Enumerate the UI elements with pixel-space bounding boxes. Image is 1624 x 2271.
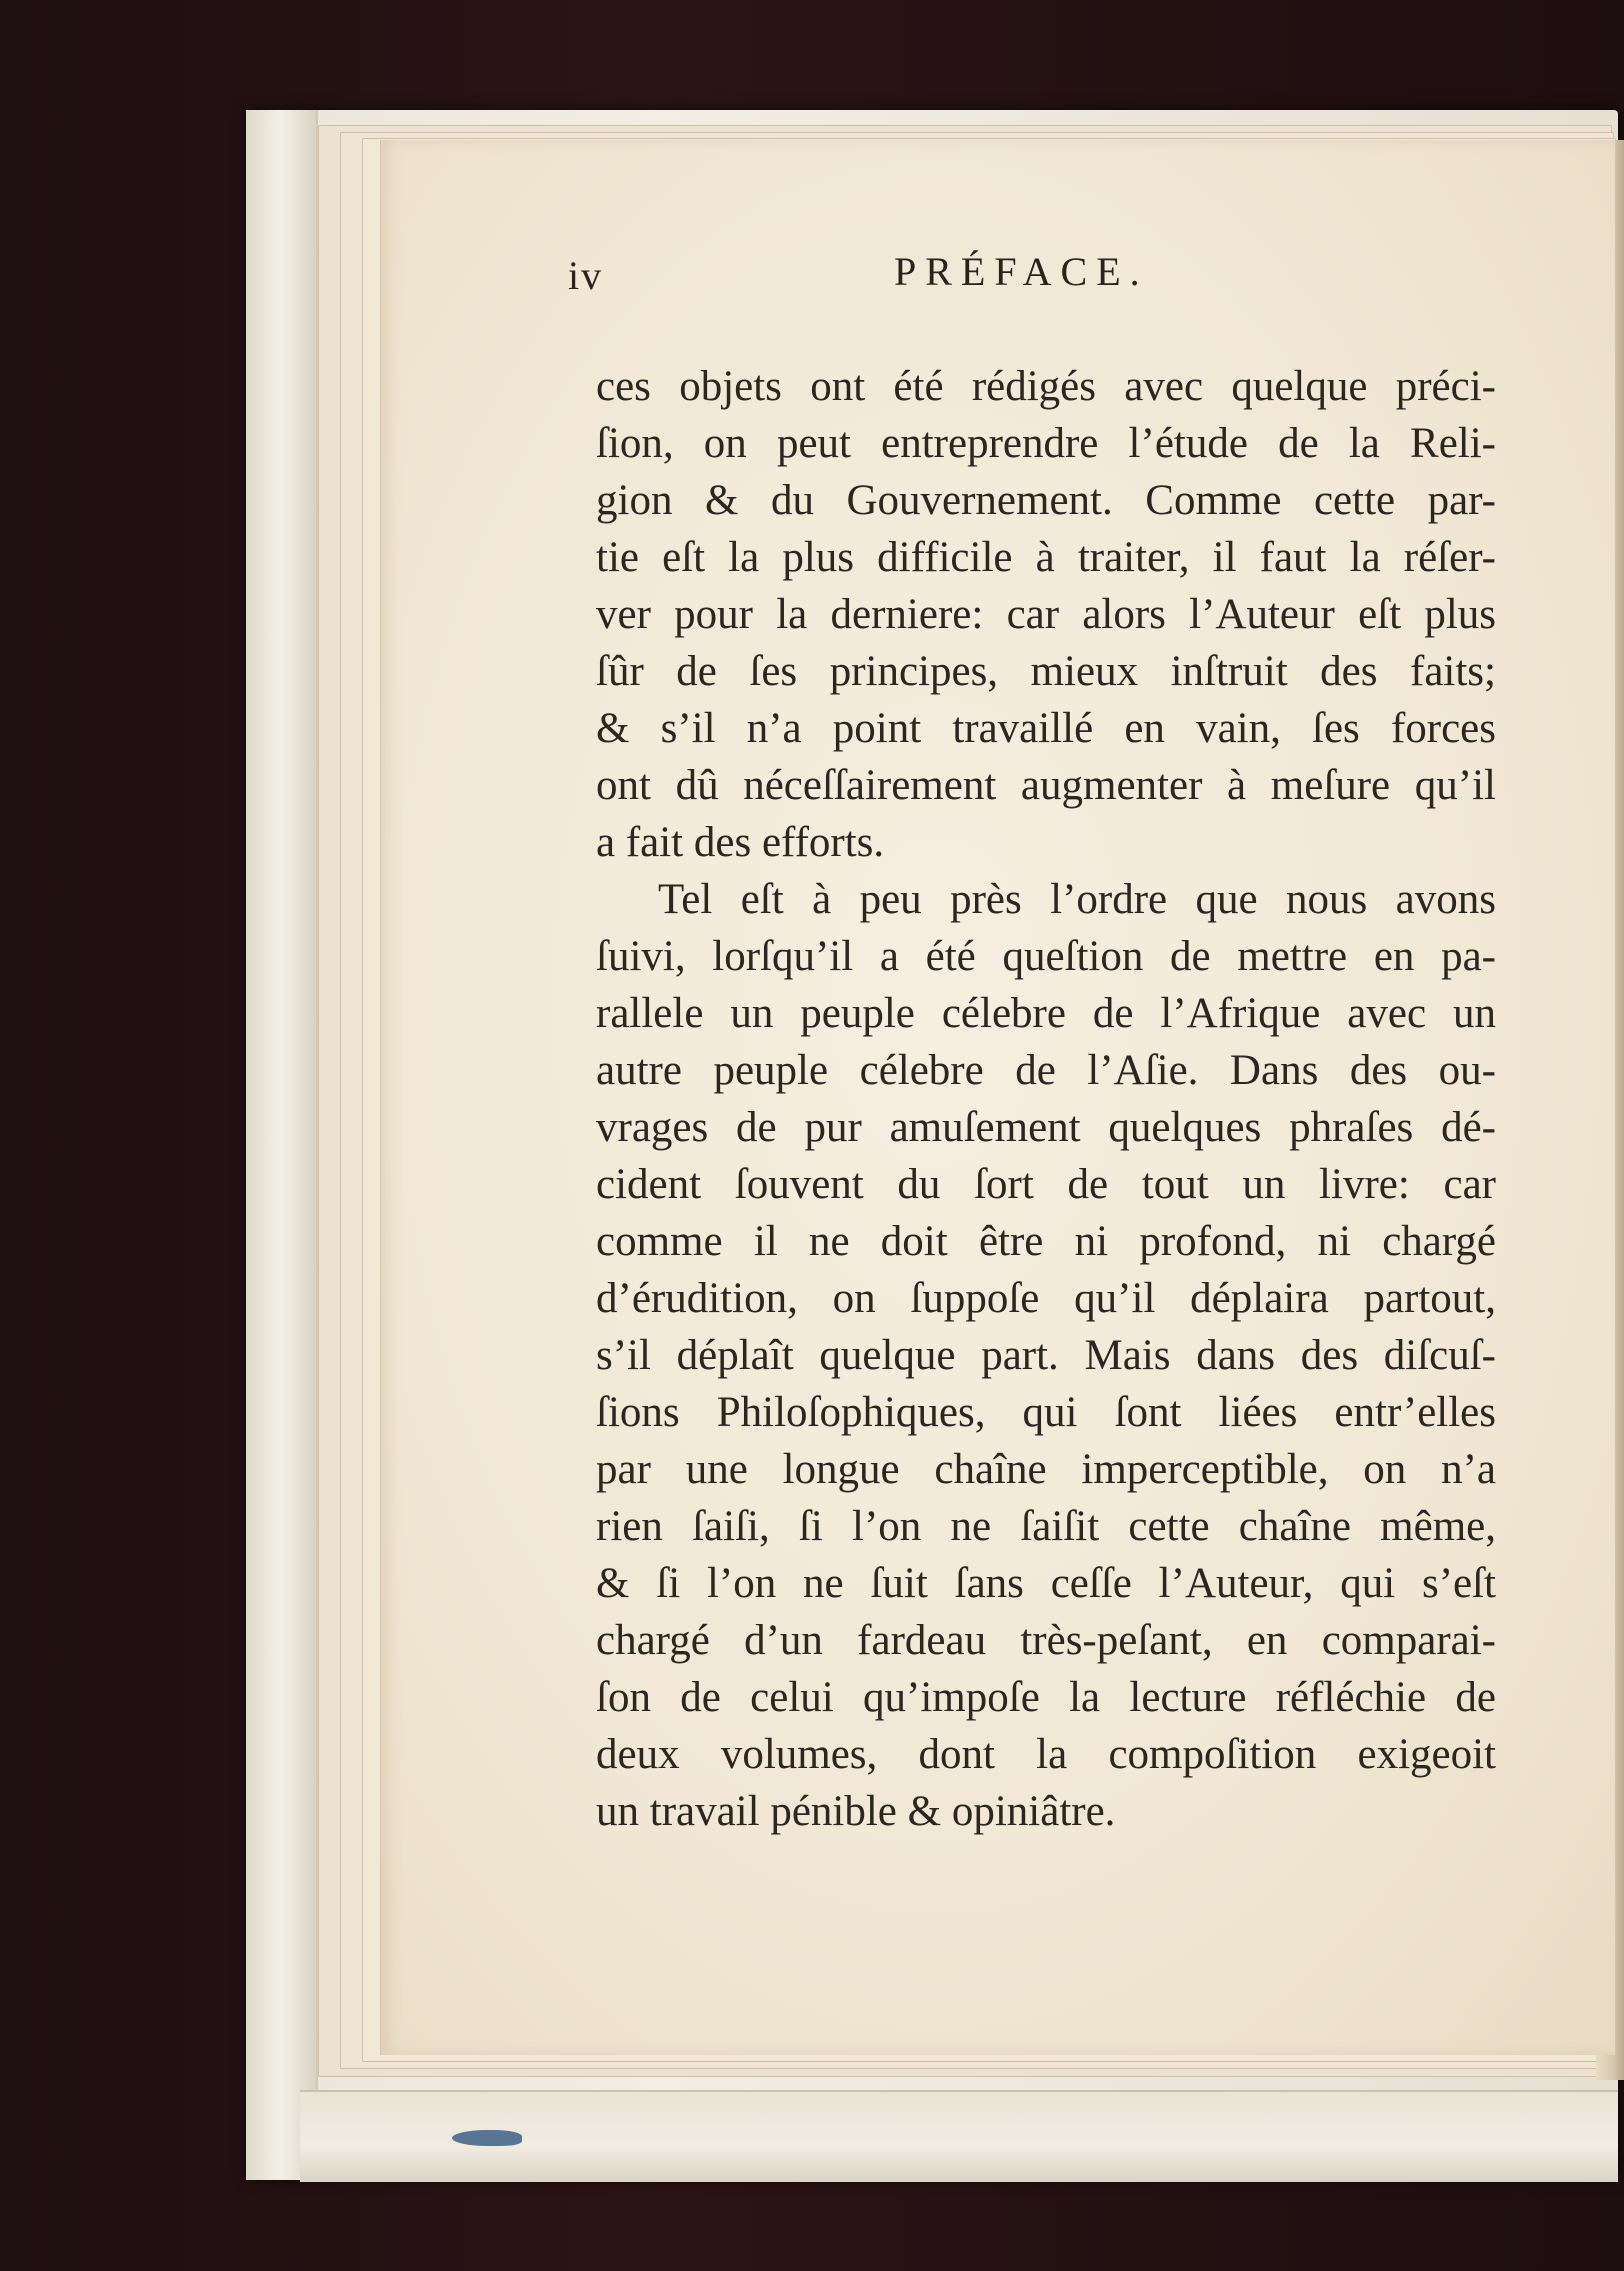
text-line: Tel eſt à peu près l’ordre que nous avons bbox=[658, 876, 1496, 923]
running-head: PRÉFACE. bbox=[894, 249, 1149, 294]
text-line: comme il ne doit être ni profond, ni chargé bbox=[596, 1218, 1496, 1265]
text-line: & ſi l’on ne ſuit ſans ceſſe l’Auteur, qui s’eſt bbox=[596, 1560, 1496, 1607]
text-line: a fait des efforts. bbox=[596, 819, 885, 866]
text-line: d’érudition, on ſuppoſe qu’il déplaira partout, bbox=[596, 1275, 1496, 1322]
text-line: vrages de pur amuſement quelques phraſes dé- bbox=[596, 1104, 1496, 1151]
text-line: ſions Philoſophiques, qui ſont liées entr’elles bbox=[596, 1389, 1496, 1436]
text-line: un travail pénible & opiniâtre. bbox=[596, 1788, 1116, 1835]
text-line: ver pour la derniere: car alors l’Auteur eſt plus bbox=[596, 591, 1496, 638]
text-line: ont dû néceſſairement augmenter à meſure qu’il bbox=[596, 762, 1496, 809]
ink-stain bbox=[452, 2130, 522, 2146]
text-line: ſon de celui qu’impoſe la lecture réfléchie de bbox=[596, 1674, 1496, 1721]
text-line: cident ſouvent du ſort de tout un livre: car bbox=[596, 1161, 1496, 1208]
text-line: chargé d’un fardeau très-peſant, en comparai- bbox=[596, 1617, 1496, 1664]
text-line: ces objets ont été rédigés avec quelque préci- bbox=[596, 363, 1496, 410]
page-number: iv bbox=[568, 253, 604, 298]
text-line: s’il déplaît quelque part. Mais dans des diſcuſ- bbox=[596, 1332, 1496, 1379]
text-line: autre peuple célebre de l’Aſie. Dans des ou- bbox=[596, 1047, 1496, 1094]
text-line: tie eſt la plus difficile à traiter, il faut la réſer- bbox=[596, 534, 1496, 581]
body-text bbox=[596, 358, 1496, 1840]
text-line: deux volumes, dont la compoſition exigeoit bbox=[596, 1731, 1496, 1778]
text-line: gion & du Gouvernement. Comme cette par- bbox=[596, 477, 1496, 524]
text-line: par une longue chaîne imperceptible, on n’a bbox=[596, 1446, 1496, 1493]
text-line: rien ſaiſi, ſi l’on ne ſaiſit cette chaîne même, bbox=[596, 1503, 1496, 1550]
text-line: ſuivi, lorſqu’il a été queſtion de mettre en pa- bbox=[596, 933, 1496, 980]
text-line: rallele un peuple célebre de l’Afrique avec un bbox=[596, 990, 1496, 1037]
text-line: & s’il n’a point travaillé en vain, ſes forces bbox=[596, 705, 1496, 752]
cover-fold-left bbox=[246, 110, 318, 2180]
text-line: ſûr de ſes principes, mieux inſtruit des faits; bbox=[596, 648, 1496, 695]
text-line: ſion, on peut entreprendre l’étude de la Reli- bbox=[596, 420, 1496, 467]
